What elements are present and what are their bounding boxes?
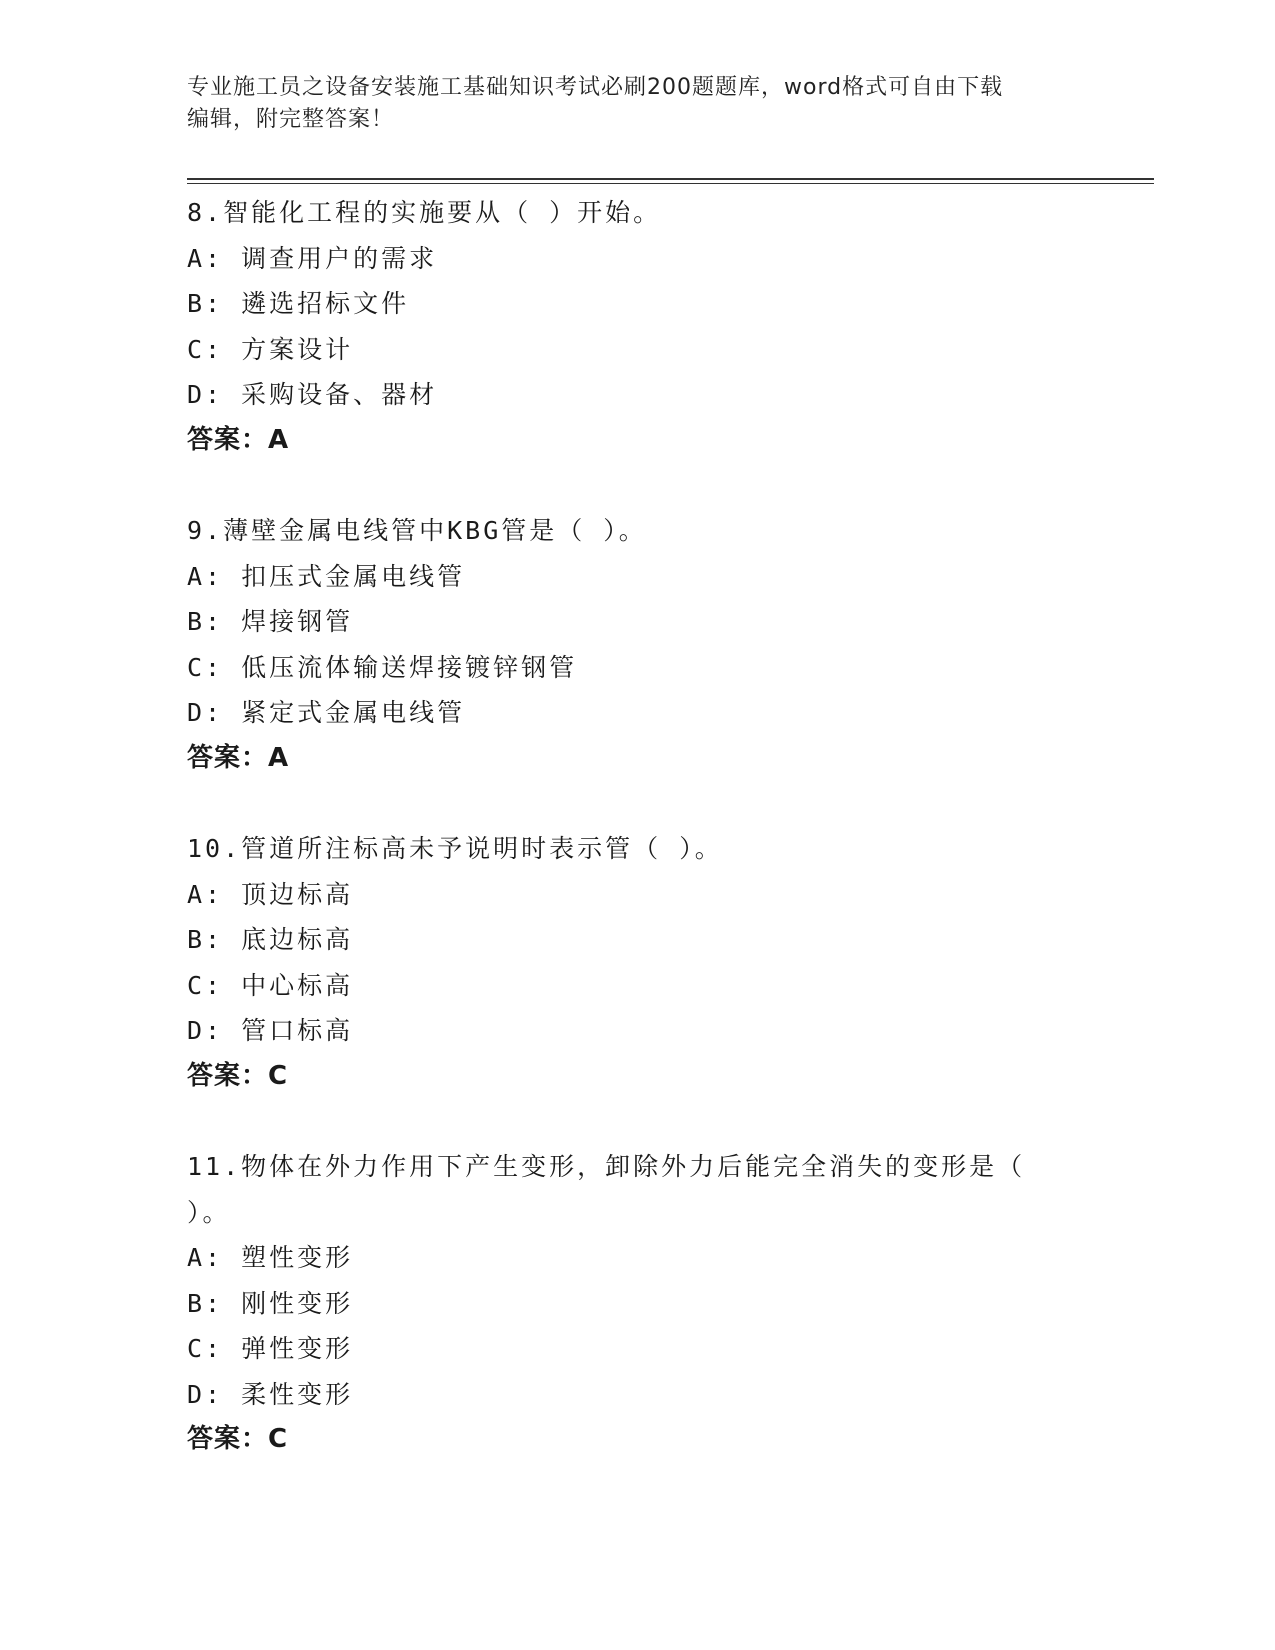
- option-a: A: 顶边标高: [187, 879, 354, 909]
- question-spacer: [187, 781, 1087, 826]
- option-b: B: 底边标高: [187, 925, 354, 954]
- question-11: [187, 1144, 1087, 1463]
- question-spacer: [187, 463, 1087, 508]
- option-c: C: 弹性变形: [187, 1334, 354, 1363]
- option-b: B: 焊接钢管: [187, 607, 354, 636]
- question-stem: 11.物体在外力作用下产生变形，卸除外力后能完全消失的变形是（ ）。: [187, 1152, 1026, 1227]
- option-b: B: 遴选招标文件: [187, 289, 410, 318]
- question-answer: 答案：A: [187, 742, 290, 773]
- option-d: D: 管口标高: [187, 1016, 354, 1045]
- header-divider-thin: [187, 183, 1154, 184]
- header-title-line-1: 专业施工员之设备安装施工基础知识考试必刷200题题库，word格式可自由下载: [187, 75, 1004, 100]
- option-d: D: 紧定式金属电线管: [187, 698, 466, 727]
- option-a: A: 塑性变形: [187, 1243, 354, 1272]
- question-stem: 10.管道所注标高未予说明时表示管（ ）。: [187, 834, 723, 863]
- option-d: D: 柔性变形: [187, 1379, 354, 1409]
- question-list: [187, 190, 1087, 1463]
- header-title-line-2: 编辑，附完整答案！: [187, 107, 395, 132]
- header-divider-thick: [187, 178, 1154, 180]
- question-answer: 答案：C: [187, 1060, 289, 1091]
- option-c: C: 方案设计: [187, 334, 354, 364]
- question-answer: 答案：A: [187, 424, 290, 455]
- document-header: [187, 72, 1087, 136]
- option-a: A: 调查用户的需求: [187, 243, 438, 273]
- question-stem: 8.智能化工程的实施要从（ ）开始。: [187, 198, 662, 227]
- option-b: B: 刚性变形: [187, 1288, 354, 1318]
- option-c: C: 中心标高: [187, 970, 354, 1000]
- question-8: [187, 190, 1087, 508]
- question-spacer: [187, 1099, 1087, 1144]
- question-9: [187, 508, 1087, 826]
- option-d: D: 采购设备、器材: [187, 380, 438, 409]
- question-stem: 9.薄壁金属电线管中KBG管是（ ）。: [187, 516, 647, 545]
- option-a: A: 扣压式金属电线管: [187, 561, 466, 591]
- option-c: C: 低压流体输送焊接镀锌钢管: [187, 652, 578, 682]
- question-10: [187, 826, 1087, 1144]
- question-answer: 答案：C: [187, 1424, 289, 1454]
